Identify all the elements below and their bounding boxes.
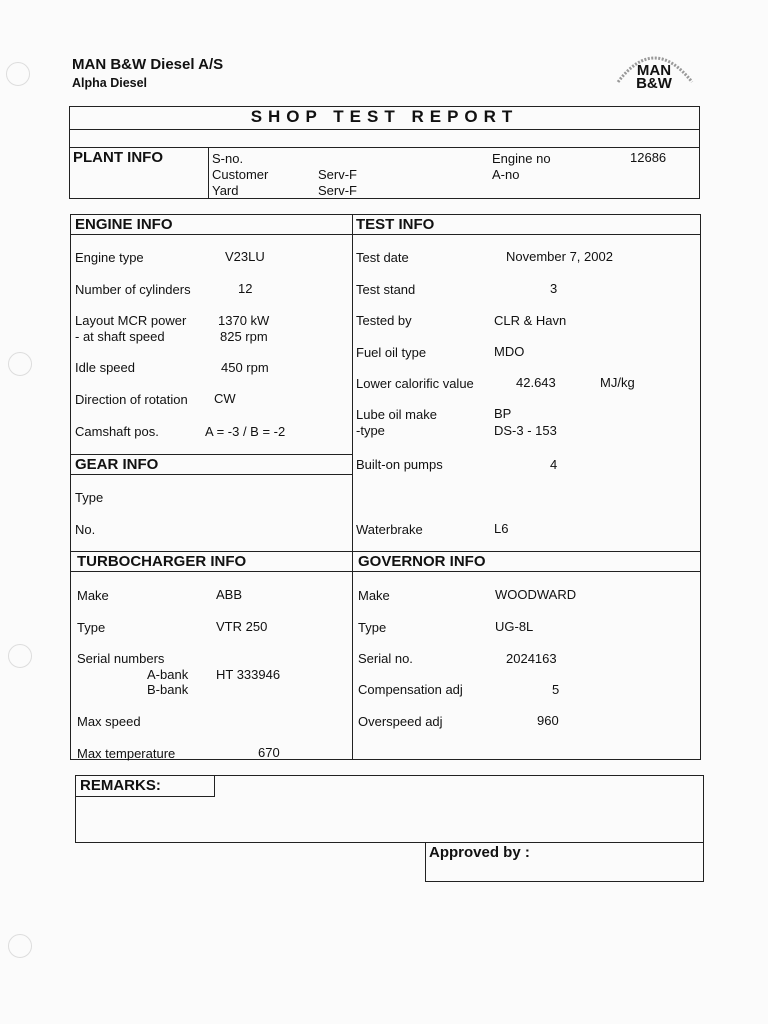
turbo-type-value: VTR 250 <box>216 619 268 634</box>
divider <box>69 147 700 148</box>
serial-numbers-label: Serial numbers <box>77 651 165 666</box>
governor-serial-label: Serial no. <box>358 651 413 666</box>
governor-make-label: Make <box>358 588 390 603</box>
division-name: Alpha Diesel <box>72 76 148 90</box>
idle-speed-value: 450 rpm <box>221 360 269 375</box>
abank-value: HT 333946 <box>216 667 281 682</box>
waterbrake-label: Waterbrake <box>356 522 423 537</box>
gear-info-heading: GEAR INFO <box>75 456 159 473</box>
logo-text-bottom: B&W <box>636 75 672 92</box>
test-stand-label: Test stand <box>356 282 416 297</box>
camshaft-label: Camshaft pos. <box>75 424 159 439</box>
plant-info-section <box>69 129 700 199</box>
overspeed-value: 960 <box>537 713 559 728</box>
engine-no-value: 12686 <box>630 150 667 165</box>
divider <box>70 474 352 475</box>
max-temperature-label: Max temperature <box>77 746 176 761</box>
rotation-label: Direction of rotation <box>75 392 188 407</box>
customer-label: Customer <box>212 167 269 182</box>
turbo-make-value: ABB <box>216 587 243 602</box>
waterbrake-value: L6 <box>494 521 509 536</box>
engine-type-label: Engine type <box>75 250 144 265</box>
approved-by-label: Approved by : <box>429 844 530 861</box>
yard-label: Yard <box>212 183 239 198</box>
customer-value: Serv-F <box>318 167 357 182</box>
overspeed-label: Overspeed adj <box>358 714 443 729</box>
company-name: MAN B&W Diesel A/S <box>72 56 224 73</box>
turbocharger-info-heading: TURBOCHARGER INFO <box>77 553 247 570</box>
turbo-make-label: Make <box>77 588 109 603</box>
rotation-value: CW <box>214 391 236 406</box>
governor-make-value: WOODWARD <box>495 587 577 602</box>
max-temperature-value: 670 <box>258 745 280 760</box>
punch-hole-mark <box>8 934 32 958</box>
calorific-unit: MJ/kg <box>600 375 635 390</box>
gear-no-label: No. <box>75 522 96 537</box>
punch-hole-mark <box>8 644 32 668</box>
cylinders-label: Number of cylinders <box>75 282 191 297</box>
lube-make-label: Lube oil make <box>356 407 437 422</box>
man-bw-logo <box>608 42 700 92</box>
pumps-label: Built-on pumps <box>356 457 443 472</box>
divider <box>70 571 701 572</box>
mcr-label: Layout MCR power <box>75 313 187 328</box>
yard-value: Serv-F <box>318 183 357 198</box>
fuel-oil-value: MDO <box>494 344 525 359</box>
punch-hole-mark <box>6 62 30 86</box>
mcr-value: 1370 kW <box>218 313 270 328</box>
bbank-label: B-bank <box>147 682 189 697</box>
engine-no-label: Engine no <box>492 151 551 166</box>
logo-text-top: MAN <box>636 62 672 79</box>
test-date-label: Test date <box>356 250 409 265</box>
cylinders-value: 12 <box>238 281 253 296</box>
tested-by-value: CLR & Havn <box>494 313 567 328</box>
governor-type-label: Type <box>358 620 387 635</box>
camshaft-value: A = -3 / B = -2 <box>205 424 286 439</box>
abank-label: A-bank <box>147 667 189 682</box>
sno-label: S-no. <box>212 151 244 166</box>
pumps-value: 4 <box>550 457 558 472</box>
fuel-oil-label: Fuel oil type <box>356 345 427 360</box>
lube-type-label: -type <box>356 423 385 438</box>
tested-by-label: Tested by <box>356 313 412 328</box>
ano-label: A-no <box>492 167 520 182</box>
shaft-speed-label: - at shaft speed <box>75 329 165 344</box>
remarks-heading: REMARKS: <box>80 777 161 794</box>
divider <box>70 234 701 235</box>
plant-info-heading: PLANT INFO <box>73 149 163 166</box>
lube-type-value: DS-3 - 153 <box>494 423 557 438</box>
report-title: SHOP TEST REPORT <box>250 107 519 126</box>
compensation-value: 5 <box>552 682 560 697</box>
engine-type-value: V23LU <box>225 249 265 264</box>
lube-make-value: BP <box>494 406 512 421</box>
governor-serial-value: 2024163 <box>506 651 557 666</box>
divider <box>352 214 353 760</box>
test-date-value: November 7, 2002 <box>506 249 613 264</box>
turbo-type-label: Type <box>77 620 106 635</box>
engine-info-heading: ENGINE INFO <box>75 216 173 233</box>
idle-speed-label: Idle speed <box>75 360 135 375</box>
calorific-label: Lower calorific value <box>356 376 474 391</box>
governor-info-heading: GOVERNOR INFO <box>358 553 486 570</box>
governor-type-value: UG-8L <box>495 619 534 634</box>
gear-type-label: Type <box>75 490 104 505</box>
max-speed-label: Max speed <box>77 714 141 729</box>
divider <box>70 551 701 552</box>
test-info-heading: TEST INFO <box>356 216 435 233</box>
calorific-value: 42.643 <box>516 375 556 390</box>
divider <box>208 147 209 199</box>
shaft-speed-value: 825 rpm <box>220 329 268 344</box>
divider <box>70 454 352 455</box>
test-stand-value: 3 <box>550 281 558 296</box>
compensation-label: Compensation adj <box>358 682 463 697</box>
punch-hole-mark <box>8 352 32 376</box>
